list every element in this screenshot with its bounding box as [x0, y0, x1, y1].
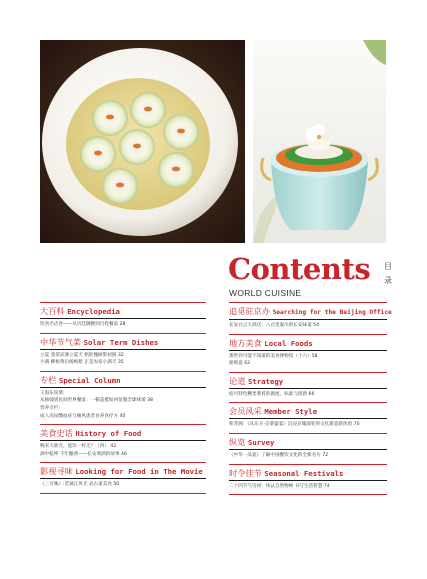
- column-end-rule: [40, 493, 206, 494]
- section-heading[interactable]: [229, 303, 392, 319]
- section-heading[interactable]: [229, 335, 387, 350]
- section-heading[interactable]: [40, 334, 206, 349]
- contents-entry[interactable]: 立夏 蒸架凉薄立夏天 梧肚槐树影初圆 32: [40, 352, 124, 358]
- contents-masthead: [228, 252, 398, 302]
- section-heading-cn: 时令佳节: [229, 467, 262, 478]
- cucumber-dish-photo: [40, 40, 245, 243]
- section-divider: [40, 440, 206, 441]
- section-beijing-office: [229, 302, 392, 334]
- section-heading[interactable]: [40, 303, 206, 318]
- tureen-dish-photo: [253, 40, 386, 243]
- contents-entry[interactable]: 那些你可能不知道的美食博物馆（十六）58: [229, 353, 318, 359]
- section-special-column: [40, 371, 206, 424]
- section-heading-en: Special Column: [59, 375, 121, 385]
- contents-entry[interactable]: 成人高尿酸血症与痛风患者食养食疗方 40: [40, 413, 126, 419]
- section-heading[interactable]: [229, 403, 387, 418]
- section-heading-cn: 中华节气菜: [40, 336, 81, 347]
- contents-entry[interactable]: 和芳阁：《从东方·京菜盛宴》沉浸京城深处的文化新意新体验 70: [229, 422, 360, 428]
- contents-entry[interactable]: 绍兴特色糟类菜肴的源流、标准与创新 66: [229, 391, 315, 397]
- section-heading-en: Survey: [248, 437, 275, 447]
- section-heading-en: Seasonal Festivals: [264, 468, 344, 478]
- section-local-foods: [229, 334, 387, 372]
- section-heading-cn: 专栏: [40, 374, 57, 385]
- contents-entry[interactable]: 长安白云大酒店：八百里秦川的长安味道 54: [229, 323, 319, 328]
- section-heading-en: History of Food: [75, 429, 142, 439]
- section-divider: [40, 478, 206, 479]
- contents-entry[interactable]: 从杨啸到民间世界餐宴：一顿盖挺如何征服全球味蕾 38: [40, 398, 153, 404]
- section-survey: [229, 433, 387, 464]
- section-divider: [40, 387, 206, 388]
- section-heading[interactable]: [229, 465, 387, 480]
- section-divider: [40, 349, 206, 350]
- section-seasonal-festivals: [229, 464, 387, 495]
- contents-entry[interactable]: 鹿鸣宴 62: [229, 361, 251, 367]
- section-heading-cn: 会员风采: [229, 406, 262, 417]
- section-heading-cn: 纵览: [229, 436, 246, 447]
- section-heading-cn: 追觅驻京办: [229, 306, 270, 316]
- column-end-rule: [229, 494, 387, 495]
- contents-entry: 王海东说菜:: [40, 390, 65, 396]
- contents-entry[interactable]: 酒中乾坤 千年酿香——长安黄酒的故事 46: [40, 451, 127, 457]
- section-heading-cn: 大百科: [40, 306, 65, 316]
- section-divider: [229, 350, 387, 351]
- section-divider: [40, 318, 206, 319]
- contents-entry: 营养专栏:: [40, 405, 60, 411]
- section-heading-en: Searching for the Beijing Office: [272, 309, 392, 316]
- section-heading-cn: 影视寻味: [40, 466, 73, 477]
- section-heading[interactable]: [229, 434, 387, 449]
- section-heading-cn: 美食史话: [40, 428, 73, 439]
- section-divider: [229, 449, 387, 450]
- section-heading[interactable]: [40, 425, 206, 440]
- section-heading-en: Solar Term Dishes: [83, 337, 159, 347]
- section-heading[interactable]: [40, 463, 206, 478]
- contents-entry[interactable]: 《中华一品宴》了解中国餐饮文化的全新名片 72: [229, 452, 329, 458]
- section-divider: [229, 388, 387, 389]
- section-heading-en: Local Foods: [264, 338, 313, 348]
- section-encyclopedia: [40, 302, 206, 333]
- section-heading-en: Member Style: [264, 407, 318, 417]
- section-heading[interactable]: [40, 372, 206, 387]
- section-heading-en: Looking for Food in The Movie: [75, 467, 203, 477]
- section-history-of-food: [40, 424, 206, 462]
- section-strategy: [229, 372, 387, 403]
- contents-column-left: [40, 302, 206, 494]
- section-divider: [229, 418, 387, 419]
- page-title-chinese: 目录: [384, 262, 392, 285]
- contents-entry[interactable]: 《三百味》:贯通江风光 品古道美食 50: [40, 482, 120, 488]
- section-heading[interactable]: [229, 373, 387, 388]
- section-heading-en: Encyclopedia: [67, 307, 120, 316]
- section-heading-cn: 论道: [229, 375, 246, 386]
- page-subtitle: WORLD CUISINE: [229, 288, 302, 298]
- contents-entry[interactable]: 小满 柳树黄后杨梅紫 正是农家小满天 35: [40, 360, 124, 366]
- section-divider: [229, 319, 387, 320]
- contents-entry[interactable]: 饮食名店卷——从宫廷御膳到百姓餐桌 28: [40, 322, 126, 327]
- section-heading-en: Strategy: [248, 376, 284, 386]
- section-solar-term-dishes: [40, 333, 206, 371]
- section-food-in-movies: [40, 462, 206, 493]
- contents-entry[interactable]: 二十四节气诗词：体认自然物候 书写生活智慧 74: [229, 483, 330, 489]
- contents-entry[interactable]: 晚来天欲雪，能饮一杯无？（四） 42: [40, 444, 117, 450]
- section-member-style: [229, 402, 387, 433]
- section-heading-cn: 地方美食: [229, 337, 262, 348]
- page-title: Contents: [228, 252, 371, 286]
- contents-column-right: [229, 302, 392, 495]
- section-divider: [229, 480, 387, 481]
